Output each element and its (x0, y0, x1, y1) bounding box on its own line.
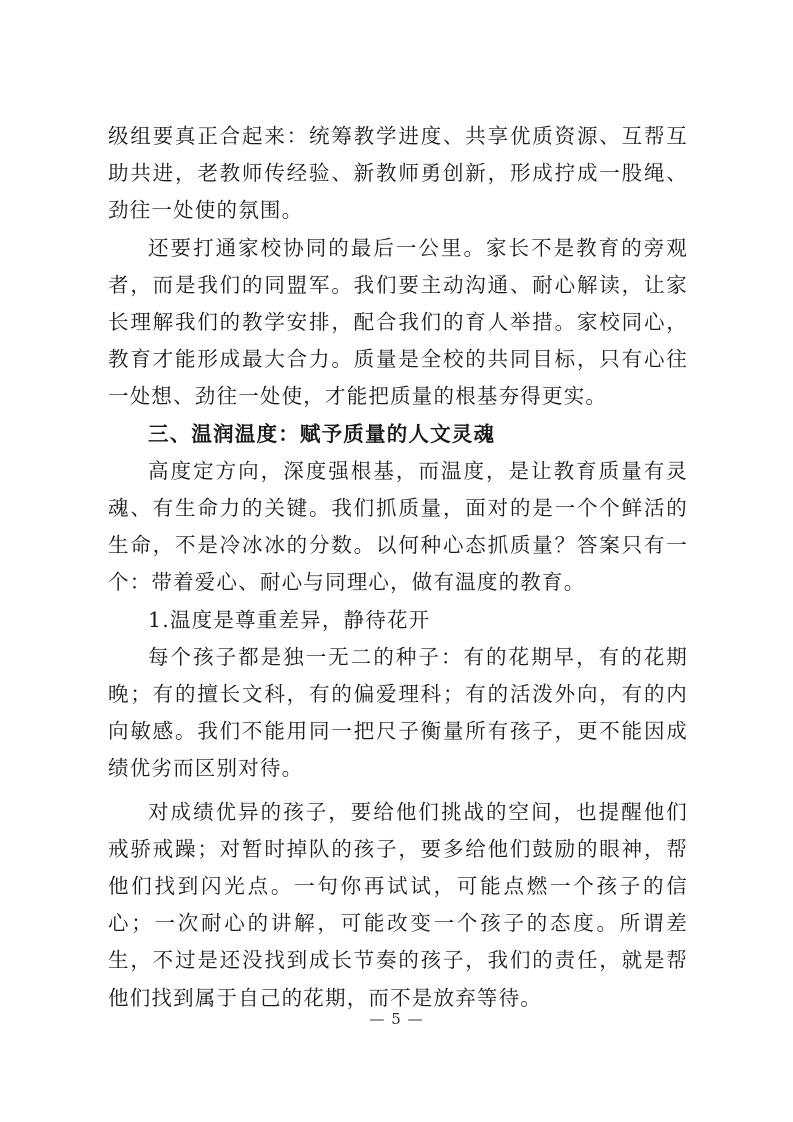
paragraph-home-school: 还要打通家校协同的最后一公里。家长不是教育的旁观者，而是我们的同盟军。我们要主动沟通、耐心解读，让家长理解我们的教学安排，配合我们的育人举措。家校同心，教育才能形成最大合力。质量是全校的共同目标，只有心往一处想、劲往一处使，才能把质量的根基夯得更实。 (108, 235, 688, 409)
paragraph-encouragement: 对成绩优异的孩子，要给他们挑战的空间，也提醒他们戒骄戒躁；对暂时掉队的孩子，要多给他们鼓励的眼神，帮他们找到闪光点。一句你再试试，可能点燃一个孩子的信心；一次耐心的讲解，可能改变一个孩子的态度。所谓差生，不过是还没找到成长节奏的孩子，我们的责任，就是帮他们找到属于自己的花期，而不是放弃等待。 (108, 799, 688, 1010)
paragraph-continuation: 级组要真正合起来：统筹教学进度、共享优质资源、互帮互助共进，老教师传经验、新教师勇创新，形成拧成一股绳、劲往一处使的氛围。 (108, 124, 688, 223)
document-body (108, 118, 688, 1017)
paragraph-unique-seeds: 每个孩子都是独一无二的种子：有的花期早，有的花期晚；有的擅长文科，有的偏爱理科；有的活泼外向，有的内向敏感。我们不能用同一把尺子衡量所有孩子，更不能因成绩优劣而区别对待。 (108, 644, 688, 781)
page-number: — 5 — (369, 1010, 424, 1028)
subsection-heading: 1.温度是尊重差异，静待花开 (148, 607, 431, 632)
paragraph-warmth-intro: 高度定方向，深度强根基，而温度，是让教育质量有灵魂、有生命力的关键。我们抓质量，面对的是一个个鲜活的生命，不是冷冰冰的分数。以何种心态抓质量？答案只有一个：带着爱心、耐心与同理心，做有温度的教育。 (108, 458, 688, 595)
section-heading: 三、温润温度：赋予质量的人文灵魂 (148, 421, 496, 446)
